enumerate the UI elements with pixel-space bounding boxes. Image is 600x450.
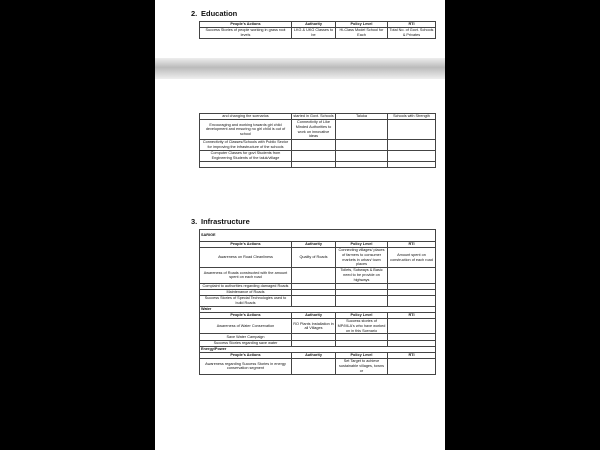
header-cell: People's Actions — [200, 353, 292, 359]
section-number: 3. — [191, 217, 198, 226]
table-cell: LKG & UKG Classes to be — [292, 28, 336, 39]
table-cell — [388, 295, 436, 306]
subsection-label-energy: Energy/Power — [200, 346, 436, 352]
table-cell — [336, 140, 388, 151]
header-cell: Authority — [292, 353, 336, 359]
table-cell — [336, 150, 388, 161]
header-cell: RTI — [388, 312, 436, 318]
infrastructure-table — [199, 229, 436, 375]
page-break — [155, 58, 445, 79]
section-number: 2. — [191, 9, 198, 18]
table-cell: RO Plants Installation in all Villages — [292, 319, 336, 334]
header-cell: Policy Level — [336, 22, 388, 28]
table-cell: Encouraging and working towards girl child development and ensuring no girl child is out of school — [200, 120, 292, 140]
header-cell: RTI — [388, 22, 436, 28]
table-cell — [388, 150, 436, 161]
header-cell: RTI — [388, 242, 436, 248]
table-cell — [292, 359, 336, 374]
table-cell — [292, 140, 336, 151]
table-cell: and changing the scenarios — [200, 114, 292, 120]
table-row — [200, 28, 436, 39]
table-row — [200, 248, 436, 268]
table-cell: Taluka — [336, 114, 388, 120]
table-cell: Awareness regarding Success Stories in energy conservation segment — [200, 359, 292, 374]
table-row — [200, 295, 436, 306]
document-page-1 — [155, 0, 445, 58]
table-row — [200, 359, 436, 374]
header-cell: Policy Level — [336, 312, 388, 318]
table-cell: Computer Classes for govt Students from Engineering Students of the taluk/village — [200, 150, 292, 161]
header-cell: Authority — [292, 312, 336, 318]
table-row — [200, 120, 436, 140]
table-cell: Success Stories of Special Technologies used to build Roads — [200, 295, 292, 306]
table-cell — [388, 120, 436, 140]
table-cell — [388, 319, 436, 334]
header-cell: People's Actions — [200, 22, 292, 28]
table-cell: started in Govt. Schools — [293, 114, 334, 119]
table-row — [200, 150, 436, 161]
header-cell: Policy Level — [336, 353, 388, 359]
table-cell: Quality of Roads — [292, 248, 336, 268]
table-cell — [336, 161, 388, 167]
header-cell: Policy Level — [336, 242, 388, 248]
document-page-2 — [155, 79, 445, 450]
education-heading — [191, 9, 237, 18]
table-cell — [200, 161, 292, 167]
table-row — [200, 268, 436, 283]
section-title: Education — [201, 9, 238, 18]
table-cell: Success Stories regarding save water — [200, 340, 292, 346]
table-cell — [292, 161, 336, 167]
table-cell: Awareness on Road Cleanliness — [200, 248, 292, 268]
table-cell: Connectivity of Classes/Schools with Public Sector for improving the infrastructure of the schools — [200, 140, 292, 151]
table-cell — [292, 295, 336, 306]
table-cell: Hi-Class Model School for Each — [336, 28, 388, 39]
table-cell: Complaint to authorities regarding damaged Roads — [200, 283, 292, 289]
table-cell — [336, 295, 388, 306]
education-table-top — [199, 21, 436, 39]
header-cell: People's Actions — [200, 242, 292, 248]
table-row — [200, 140, 436, 151]
header-cell: People's Actions — [200, 312, 292, 318]
header-cell: Authority — [292, 242, 336, 248]
table-cell: Connectivity of Like Minded Authorities to work on innovative ideas — [292, 120, 336, 140]
table-cell — [388, 359, 436, 374]
table-cell — [388, 140, 436, 151]
table-cell: Amount spent on construction of each road — [388, 248, 436, 268]
subsection-label-water: Water — [200, 306, 436, 312]
subsection-row — [200, 230, 436, 242]
table-cell — [292, 150, 336, 161]
table-cell: Awareness of Roads constructed with the amount spent on each road — [200, 268, 292, 283]
table-cell — [388, 268, 436, 283]
subsection-label-sarige: SARIGE — [200, 230, 436, 242]
section-title: Infrastructure — [201, 217, 250, 226]
table-row — [200, 114, 436, 120]
table-cell: Awareness of Water Conservation — [200, 319, 292, 334]
header-cell: RTI — [388, 353, 436, 359]
table-cell — [336, 120, 388, 140]
table-cell: Schools with Strength — [388, 114, 436, 120]
table-row — [200, 319, 436, 334]
table-cell: Toilets, Subways & Basic need to be provide on highways — [336, 268, 388, 283]
table-cell: Total No. of Govt. Schools & Privates — [388, 28, 436, 39]
table-cell: Success Stories of people working in grass root levels — [200, 28, 292, 39]
education-table-continued — [199, 113, 436, 168]
table-cell: Set Target to achieve sustainable villages, towns or — [336, 359, 388, 374]
table-cell — [292, 268, 336, 283]
table-cell: Success stories of MP/MLA's who have worked on in this Scenario — [336, 319, 388, 334]
table-cell: Save Water Campaign — [200, 334, 292, 340]
table-row — [200, 161, 436, 167]
header-cell: Authority — [292, 22, 336, 28]
infrastructure-heading — [191, 217, 250, 226]
table-cell: Maintenance of Roads — [200, 289, 292, 295]
table-cell: Connecting villages/ places of farmers to consumer markets in urban/ town places — [336, 248, 388, 268]
table-cell — [388, 161, 436, 167]
